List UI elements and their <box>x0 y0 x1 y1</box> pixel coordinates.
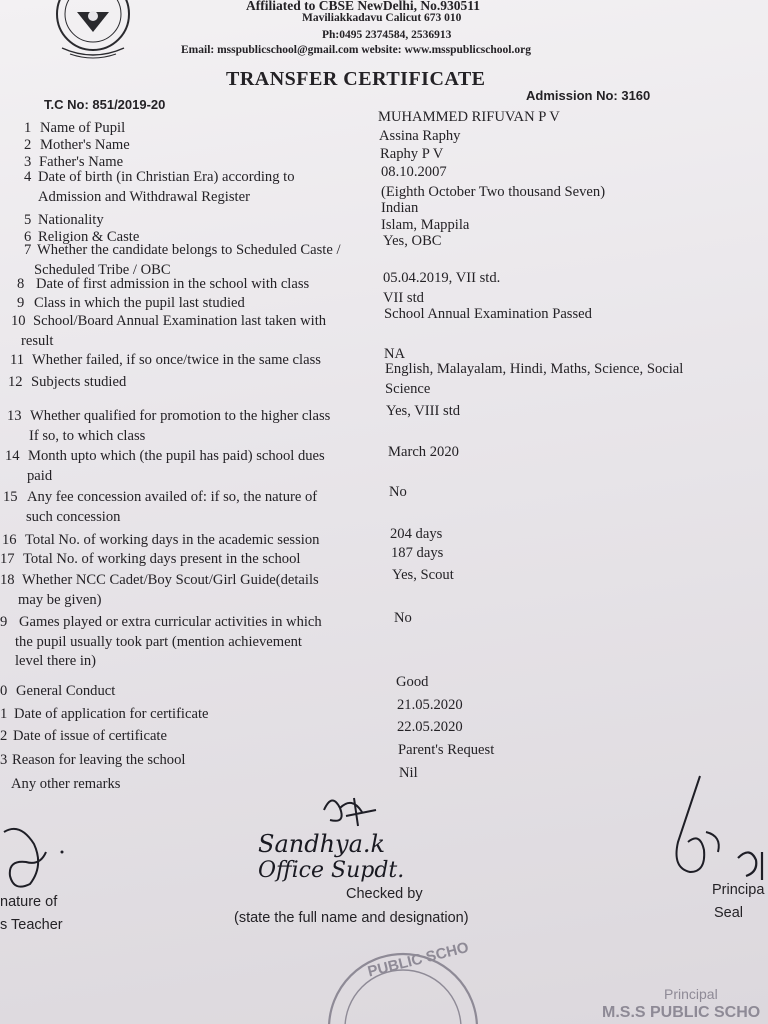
field-value: English, Malayalam, Hindi, Maths, Science, Social <box>385 361 684 377</box>
field-number: 18 <box>0 572 15 588</box>
field-number: 11 <box>10 352 25 368</box>
field-number: 4 <box>24 169 32 185</box>
field-number: 2 <box>24 137 32 153</box>
field-number: 13 <box>7 408 22 424</box>
field-label: Whether qualified for promotion to the higher class <box>30 408 331 424</box>
field-label: may be given) <box>18 591 102 608</box>
field-label: Religion & Caste <box>38 229 140 245</box>
field-value: MUHAMMED RIFUVAN P V <box>378 109 560 125</box>
field-number: 9 <box>17 295 25 311</box>
school-logo <box>52 0 134 60</box>
field-label: Any fee concession availed of: if so, the nature of <box>27 489 318 505</box>
field-number: 1 <box>24 120 32 136</box>
field-number: 14 <box>5 448 20 464</box>
field-label: paid <box>27 467 53 484</box>
field-value: No <box>389 484 407 500</box>
field-label: Date of application for certificate <box>14 706 209 722</box>
field-label: Date of first admission in the school with class <box>36 276 310 292</box>
school-seal-text: PUBLIC SCHO <box>366 938 471 981</box>
field-value: Yes, VIII std <box>386 403 461 419</box>
checked-by-label: Checked by <box>346 886 423 902</box>
field-label: General Conduct <box>16 683 116 699</box>
field-label: Mother's Name <box>40 137 130 153</box>
field-label: level there in) <box>15 653 97 669</box>
field-number: 1 <box>0 706 8 722</box>
field-number: 17 <box>0 551 15 567</box>
principal-label: Principa <box>712 882 765 898</box>
field-value: Yes, OBC <box>383 233 442 249</box>
principal-stamp-title: Principal <box>664 986 718 1002</box>
principal-signature <box>666 772 768 882</box>
field-number: 9 <box>0 614 8 630</box>
field-value: 204 days <box>390 526 443 542</box>
field-number: 12 <box>8 374 23 390</box>
field-value: Parent's Request <box>398 742 495 758</box>
field-label: Total No. of working days present in the school <box>23 551 301 567</box>
field-number: 6 <box>24 229 32 245</box>
field-label: Date of issue of certificate <box>13 728 167 744</box>
field-label: If so, to which class <box>29 427 146 444</box>
class-teacher-label-2: s Teacher <box>0 917 63 933</box>
field-number: 0 <box>0 683 8 699</box>
field-value: Science <box>385 380 431 397</box>
field-label: Games played or extra curricular activities in which <box>19 614 322 630</box>
field-value: School Annual Examination Passed <box>384 306 592 322</box>
field-value: Raphy P V <box>380 146 444 162</box>
field-label: Month upto which (the pupil has paid) school dues <box>28 448 325 464</box>
field-number: 5 <box>24 212 32 228</box>
admission-number: Admission No: 3160 <box>526 88 651 103</box>
field-number: 10 <box>11 313 26 329</box>
certificate-title: TRANSFER CERTIFICATE <box>226 68 486 90</box>
field-value: No <box>394 610 412 626</box>
field-value: March 2020 <box>388 444 459 460</box>
field-number: 8 <box>17 276 25 292</box>
field-value: Islam, Mappila <box>381 217 470 233</box>
field-number: 3 <box>24 154 32 170</box>
field-label: Father's Name <box>39 154 124 170</box>
field-value: Yes, Scout <box>392 567 454 583</box>
field-value: Indian <box>381 200 419 216</box>
field-label: Date of birth (in Christian Era) according to <box>38 169 295 185</box>
field-label: Whether the candidate belongs to Scheduled Caste / <box>37 242 341 258</box>
field-label: Reason for leaving the school <box>12 752 186 768</box>
field-label: Nationality <box>38 212 104 228</box>
seal-label: Seal <box>714 905 744 921</box>
field-label: Admission and Withdrawal Register <box>38 188 250 205</box>
field-label: Whether failed, if so once/twice in the same class <box>32 352 321 368</box>
field-label: School/Board Annual Examination last taken with <box>33 313 327 329</box>
handwritten-designation: Office Supdt. <box>258 858 405 883</box>
field-value: NA <box>384 346 406 362</box>
principal-stamp-school: M.S.S PUBLIC SCHO <box>602 1004 761 1021</box>
checked-by-note: (state the full name and designation) <box>234 910 469 926</box>
field-value: 05.04.2019, VII std. <box>383 270 501 286</box>
field-number: 7 <box>24 242 32 258</box>
field-label: Subjects studied <box>31 374 127 390</box>
field-value: Nil <box>399 765 418 781</box>
field-value: 08.10.2007 <box>381 164 447 180</box>
field-number: 3 <box>0 752 8 768</box>
field-label: result <box>21 332 54 349</box>
address-line: Maviliakkadavu Calicut 673 010 <box>302 12 462 24</box>
field-value: Good <box>396 674 429 690</box>
field-label: Scheduled Tribe / OBC <box>34 261 171 278</box>
field-number: 16 <box>2 532 17 548</box>
field-label: Name of Pupil <box>40 120 126 136</box>
tc-number: T.C No: 851/2019-20 <box>44 97 166 112</box>
class-teacher-label-1: nature of <box>0 894 58 910</box>
field-value: (Eighth October Two thousand Seven) <box>381 183 606 200</box>
field-value: 21.05.2020 <box>397 697 463 713</box>
field-label: Any other remarks <box>11 776 121 792</box>
phone-line: Ph:0495 2374584, 2536913 <box>322 29 452 41</box>
field-value: 22.05.2020 <box>397 719 463 735</box>
field-label: the pupil usually took part (mention achievement <box>15 633 302 650</box>
field-number: 15 <box>3 489 18 505</box>
field-label: Whether NCC Cadet/Boy Scout/Girl Guide(details <box>22 572 319 588</box>
field-label: Total No. of working days in the academic session <box>25 532 320 548</box>
field-label: Class in which the pupil last studied <box>34 295 245 311</box>
field-label: such concession <box>26 508 121 525</box>
contact-line: Email: msspublicschool@gmail.com website: www.msspublicschool.org <box>181 44 531 56</box>
handwritten-name: Sandhya.k <box>258 830 386 858</box>
field-value: VII std <box>383 290 424 306</box>
field-number: 2 <box>0 728 8 744</box>
class-teacher-signature <box>0 822 70 894</box>
field-value: Assina Raphy <box>379 128 461 144</box>
field-value: 187 days <box>391 545 444 561</box>
affiliation-line: Affiliated to CBSE NewDelhi, No.930511 <box>246 0 480 13</box>
